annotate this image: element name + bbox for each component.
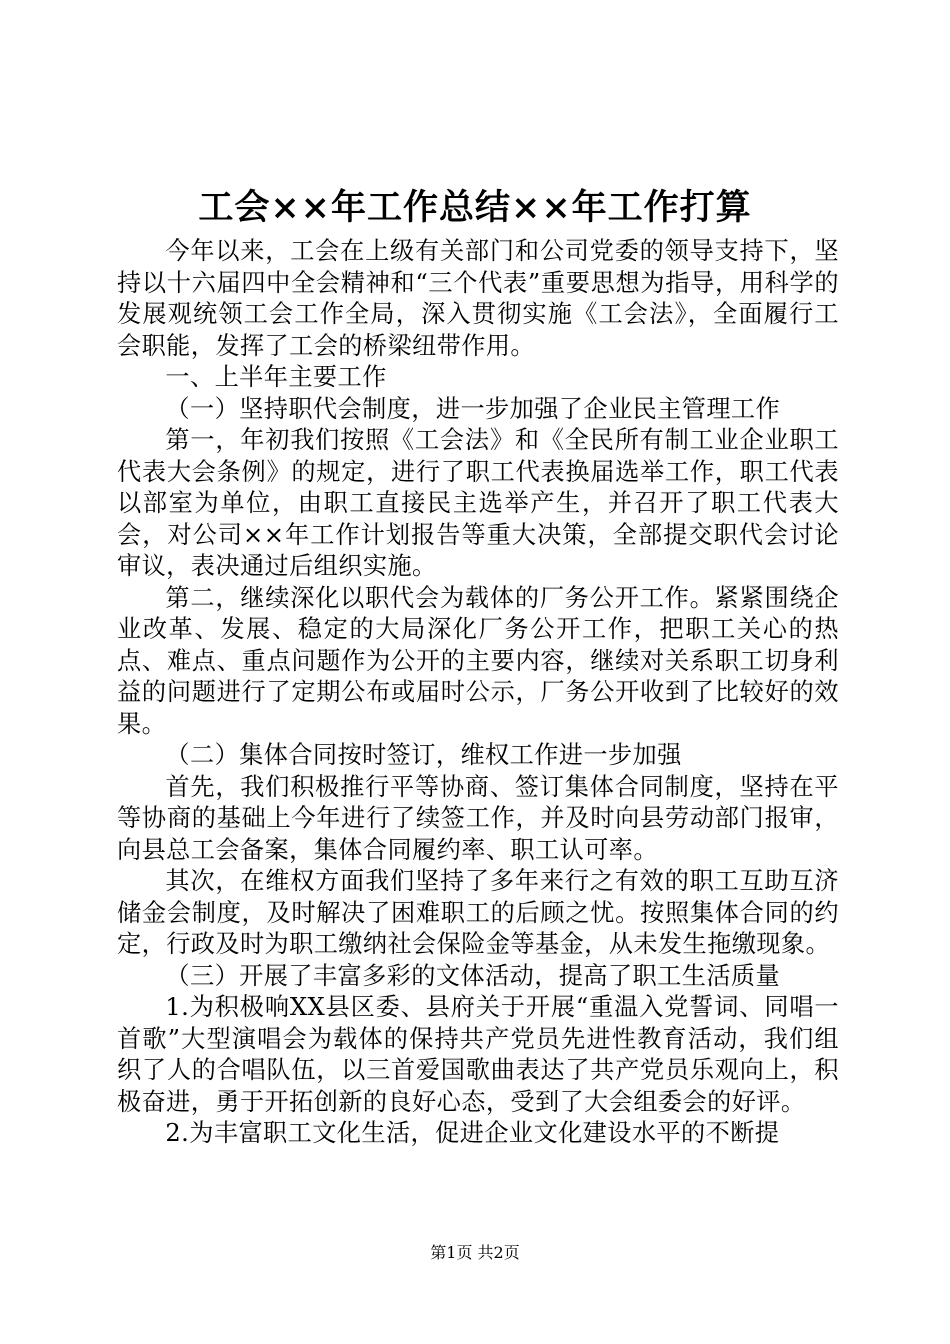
- paragraph: 1.为积极响XX县区委、县府关于开展“重温入党誓词、同唱一首歌”大型演唱会为载体的保持共产党员先进性教育活动，我们组织了人的合唱队伍，以三首爱国歌曲表达了共产党员乐观向上，积极奋进，勇于开拓创新的良好心态，受到了大会组委会的好评。: [117, 993, 839, 1116]
- subsection-heading-1: （一）坚持职代会制度，进一步加强了企业民主管理工作: [165, 394, 781, 423]
- document-body: [117, 236, 839, 1150]
- paragraph: 第一，年初我们按照《工会法》和《全民所有制工业企业职工代表大会条例》的规定，进行了职工代表换届选举工作，职工代表以部室为单位，由职工直接民主选举产生，并召开了职工代表大会，对公司××年工作计划报告等重大决策，全部提交职代会讨论审议，表决通过后组织实施。: [117, 426, 839, 580]
- section-heading-1: 一、上半年主要工作: [165, 363, 387, 391]
- subsection-heading-3: （三）开展了丰富多彩的文体活动，提高了职工生活质量: [165, 961, 781, 990]
- paragraph: 2.为丰富职工文化生活，促进企业文化建设水平的不断提: [165, 1119, 780, 1147]
- subsection-heading-2: （二）集体合同按时签订，维权工作进一步加强: [165, 741, 682, 769]
- page-number-footer: 第1页 共2页: [430, 1243, 520, 1262]
- paragraph: 第二，继续深化以职代会为载体的厂务公开工作。紧紧围绕企业改革、发展、稳定的大局深化厂务公开工作，把职工关心的热点、难点、重点问题作为公开的主要内容，继续对关系职工切身利益的问题进行了定期公布或届时公示，厂务公开收到了比较好的效果。: [117, 583, 839, 738]
- paragraph-intro: 今年以来，工会在上级有关部门和公司党委的领导支持下，坚持以十六届四中全会精神和“三个代表”重要思想为指导，用科学的发展观统领工会工作全局，深入贯彻实施《工会法》，全面履行工会职能，发挥了工会的桥梁纽带作用。: [117, 237, 839, 360]
- paragraph: 其次，在维权方面我们坚持了多年来行之有效的职工互助互济储金会制度，及时解决了困难职工的后顾之忧。按照集体合同的约定，行政及时为职工缴纳社会保险金等基金，从未发生拖缴现象。: [117, 867, 839, 958]
- document-title: 工会××年工作总结××年工作打算: [198, 187, 752, 228]
- paragraph: 首先，我们积极推行平等协商、签订集体合同制度，坚持在平等协商的基础上今年进行了续签工作，并及时向县劳动部门报审，向县总工会备案，集体合同履约率、职工认可率。: [117, 772, 839, 864]
